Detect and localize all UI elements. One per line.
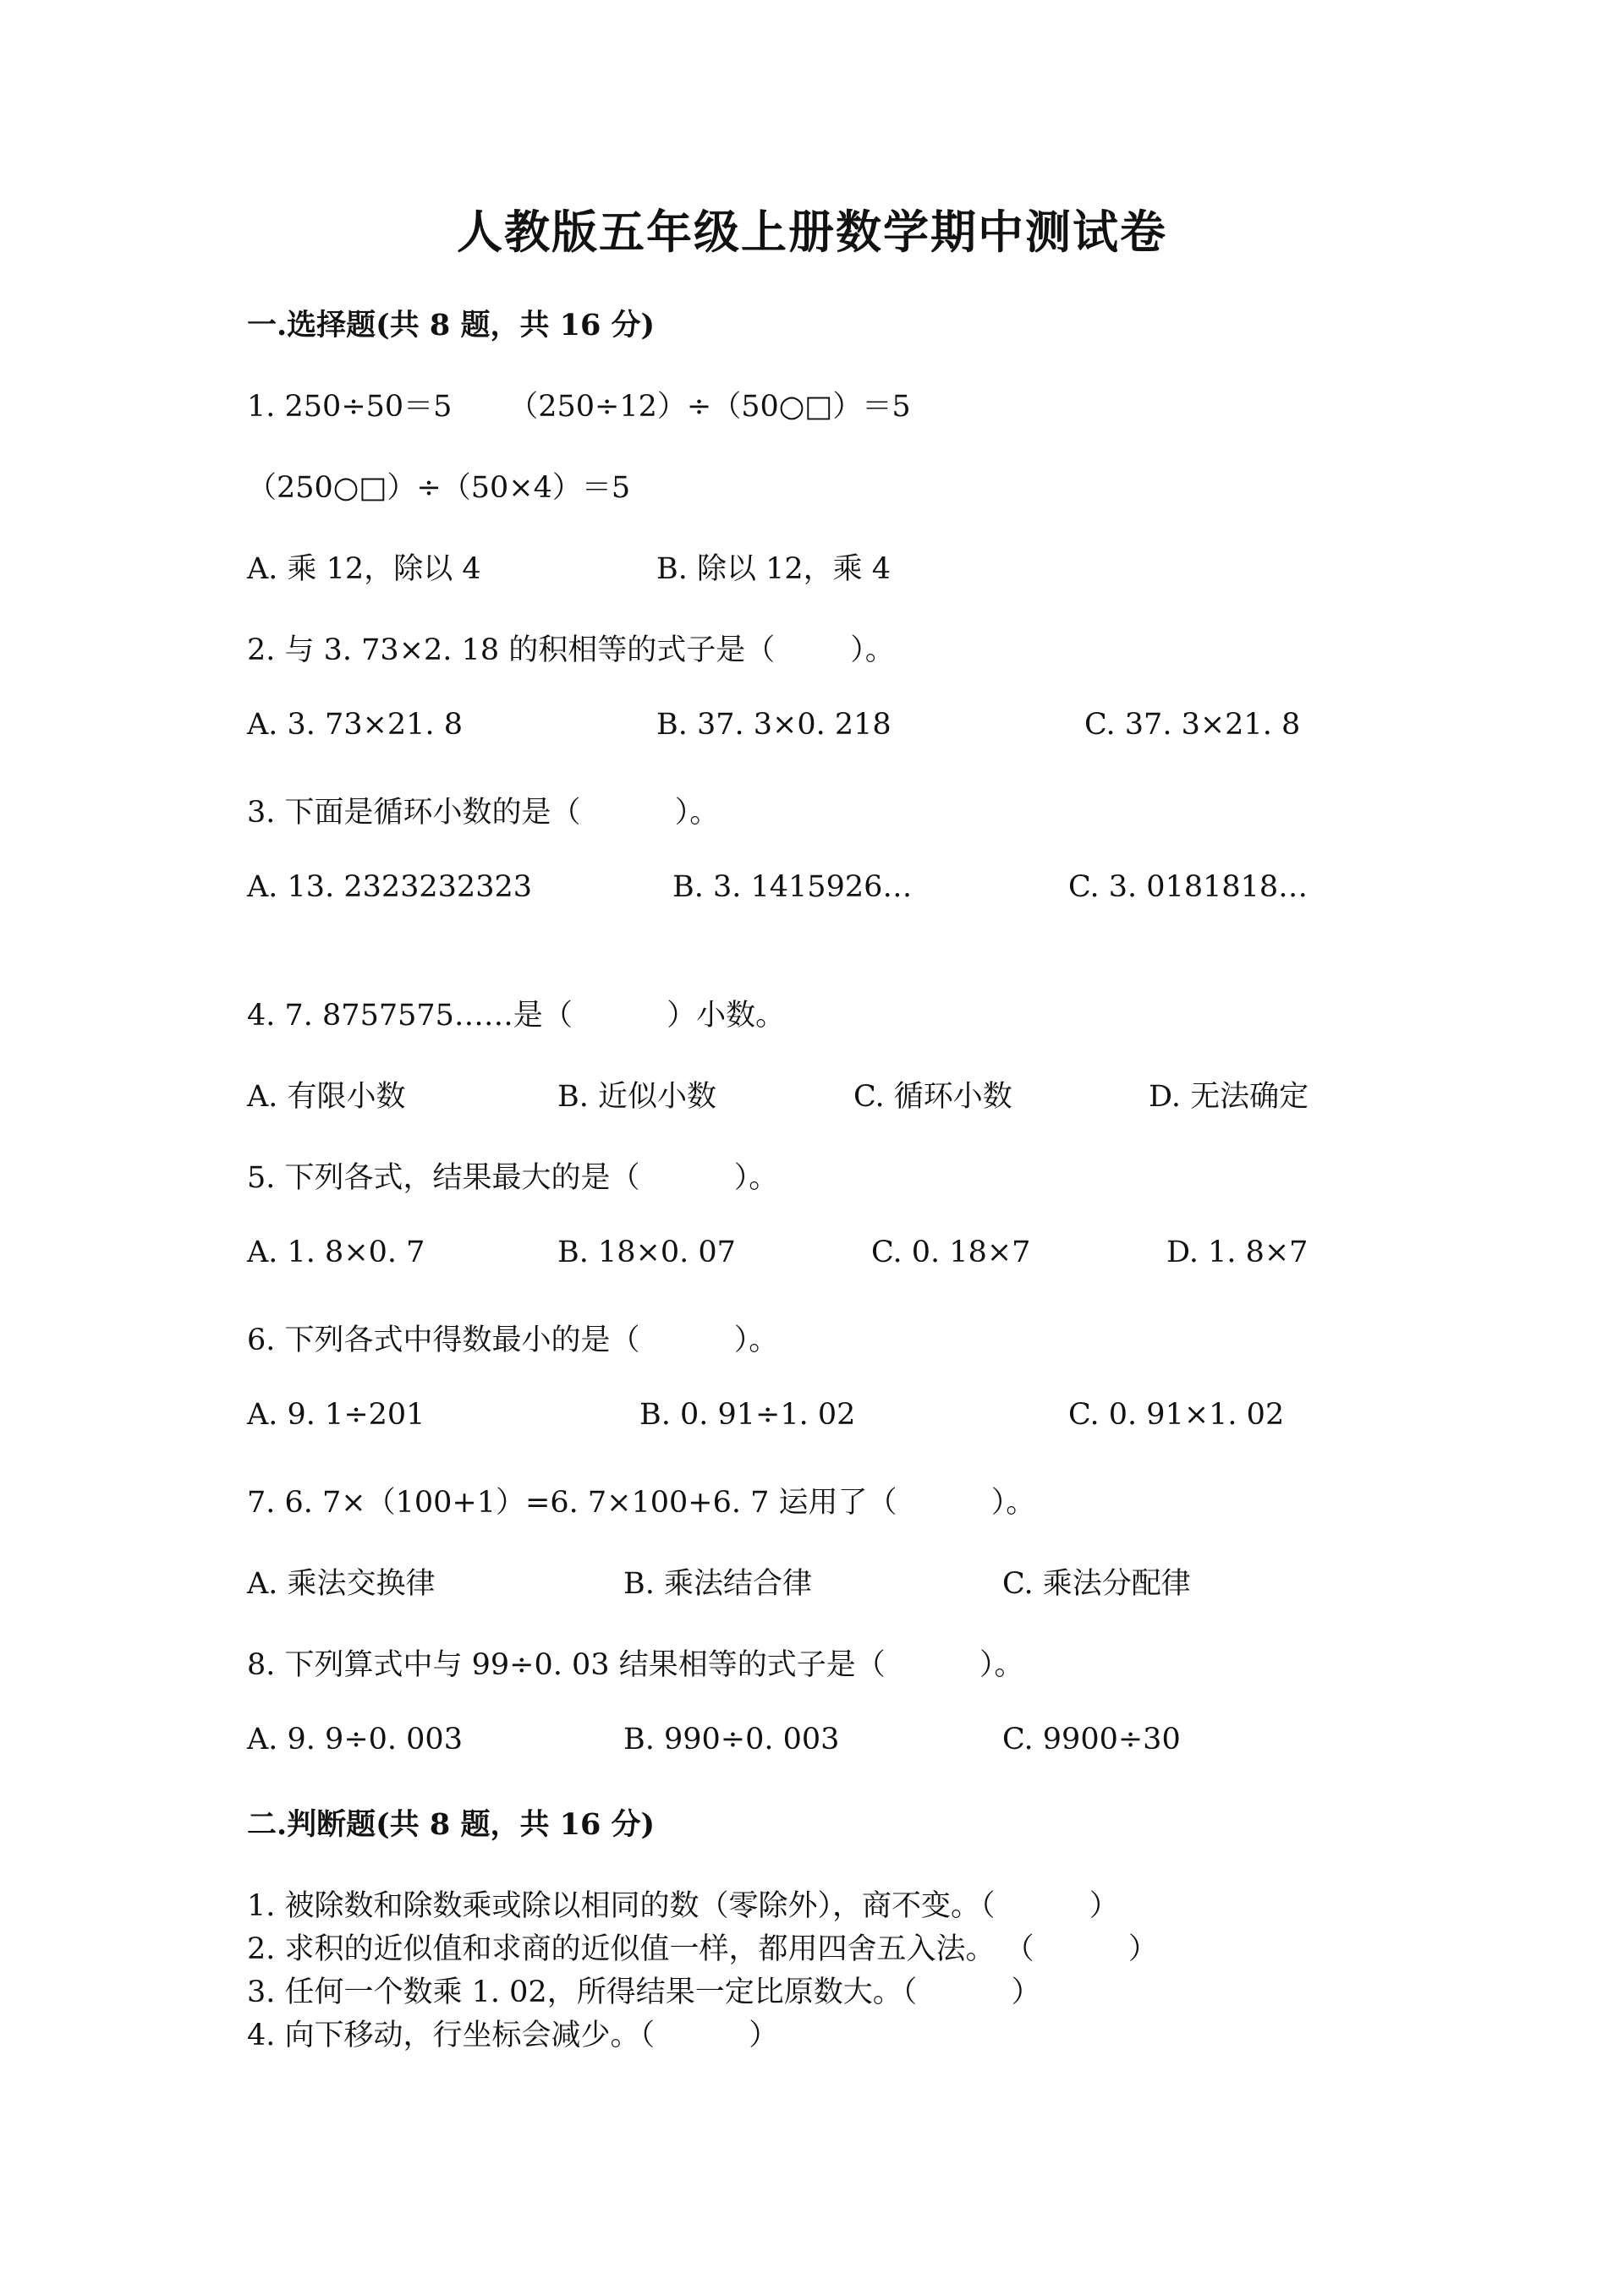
question-5-stem: 5. 下列各式，结果最大的是（ ）。	[247, 1161, 779, 1195]
question-5-option-c: C. 0. 18×7	[871, 1236, 1031, 1269]
question-2-stem: 2. 与 3. 73×2. 18 的积相等的式子是（ ）。	[247, 633, 895, 667]
section-heading-judgement: 二.判断题(共 8 题，共 16 分)	[247, 1807, 656, 1842]
question-1-option-b: B. 除以 12，乘 4	[656, 552, 892, 586]
question-6-option-a: A. 9. 1÷201	[247, 1398, 425, 1432]
question-3-option-a: A. 13. 2323232323	[247, 870, 532, 904]
question-5-option-a: A. 1. 8×0. 7	[247, 1236, 425, 1269]
question-2-option-c: C. 37. 3×21. 8	[1084, 708, 1301, 742]
section-heading-choice: 一.选择题(共 8 题，共 16 分)	[247, 308, 656, 342]
question-4-option-d: D. 无法确定	[1149, 1080, 1309, 1114]
judgement-item-4: 4. 向下移动，行坐标会减少。（ ）	[247, 2019, 779, 2052]
question-8-option-a: A. 9. 9÷0. 003	[247, 1723, 463, 1756]
question-6-option-b: B. 0. 91÷1. 02	[639, 1398, 856, 1432]
question-6-option-c: C. 0. 91×1. 02	[1068, 1398, 1285, 1432]
question-1-line-2: （250○□）÷（50×4）＝5	[247, 471, 631, 505]
question-6-stem: 6. 下列各式中得数最小的是（ ）。	[247, 1323, 779, 1357]
question-7-option-c: C. 乘法分配律	[1002, 1567, 1191, 1601]
question-4-option-b: B. 近似小数	[557, 1080, 716, 1114]
question-3-option-b: B. 3. 1415926…	[672, 870, 913, 904]
question-1-line-1: 1. 250÷50＝5 （250÷12）÷（50○□）＝5	[247, 390, 911, 424]
judgement-item-3: 3. 任何一个数乘 1. 02，所得结果一定比原数大。（ ）	[247, 1975, 1041, 2009]
question-5-option-d: D. 1. 8×7	[1166, 1236, 1309, 1269]
question-3-stem: 3. 下面是循环小数的是（ ）。	[247, 796, 720, 830]
judgement-item-2: 2. 求积的近似值和求商的近似值一样，都用四舍五入法。 （ ）	[247, 1932, 1158, 1966]
question-8-option-b: B. 990÷0. 003	[623, 1723, 840, 1756]
question-8-option-c: C. 9900÷30	[1002, 1723, 1181, 1756]
question-2-option-a: A. 3. 73×21. 8	[247, 708, 463, 742]
page-title: 人教版五年级上册数学期中测试卷	[457, 205, 1167, 259]
question-4-option-c: C. 循环小数	[853, 1080, 1012, 1114]
judgement-item-1: 1. 被除数和除数乘或除以相同的数（零除外），商不变。（ ）	[247, 1889, 1119, 1923]
question-5-option-b: B. 18×0. 07	[557, 1236, 736, 1269]
question-1-option-a: A. 乘 12，除以 4	[247, 552, 481, 586]
question-4-stem: 4. 7. 8757575……是（ ）小数。	[247, 999, 786, 1033]
question-4-option-a: A. 有限小数	[247, 1080, 406, 1114]
question-7-option-b: B. 乘法结合律	[623, 1567, 812, 1601]
question-3-option-c: C. 3. 0181818…	[1068, 870, 1309, 904]
question-8-stem: 8. 下列算式中与 99÷0. 03 结果相等的式子是（ ）。	[247, 1648, 1024, 1682]
question-2-option-b: B. 37. 3×0. 218	[656, 708, 892, 742]
question-7-stem: 7. 6. 7×（100+1）=6. 7×100+6. 7 运用了（ ）。	[247, 1486, 1036, 1520]
question-7-option-a: A. 乘法交换律	[247, 1567, 436, 1601]
